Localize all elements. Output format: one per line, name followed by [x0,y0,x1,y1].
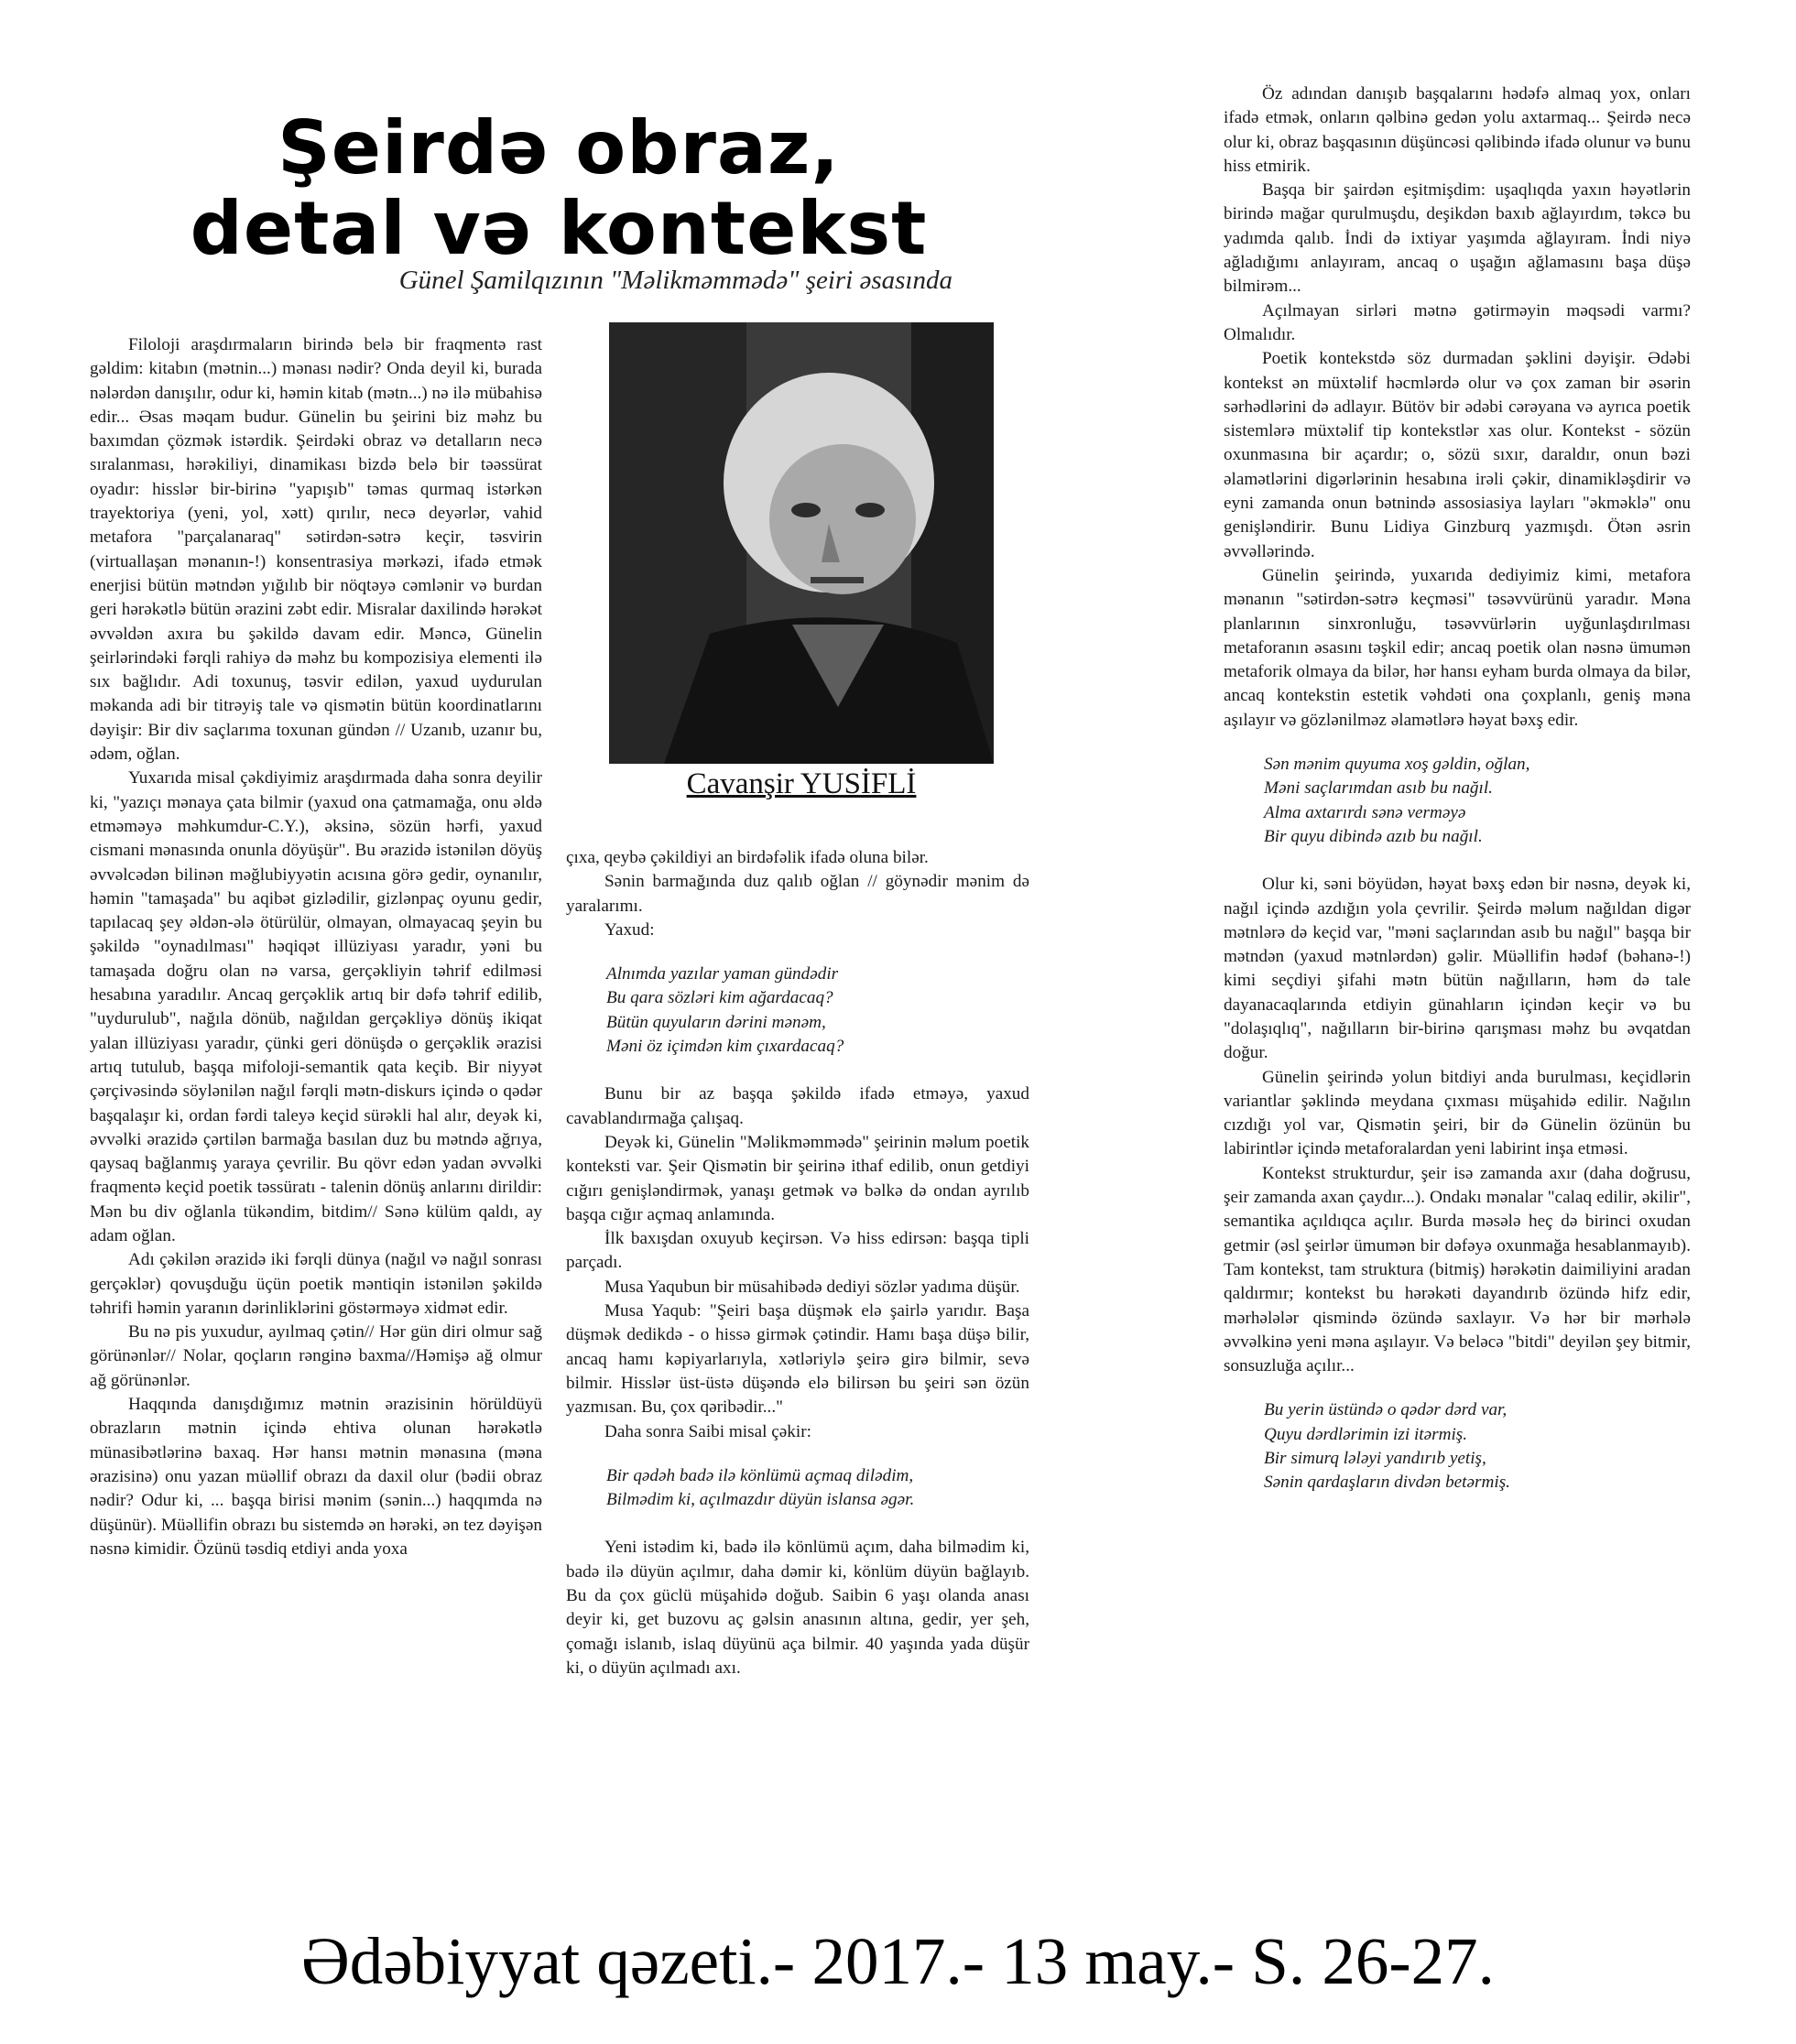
paragraph: Açılmayan sirləri mətnə gətirməyin məqsədi varmı? Olmalıdır. [1224,300,1691,344]
paragraph: Yuxarıda misal çəkdiyimiz araşdırmada daha sonra deyilir ki, "yazıçı mənaya çata bilmir (yaxud ona çatmamağa, onu əldə etməməyə məhkumdur-C.Y.), əksinə, sözün hərfi, yaxud cismani mənasında onunla döyüşür". Bu ərazidə istənilən döyüş əvvəlcədən bilinən məğlubiyyətin acısına görə gedir, oynanılır, həmin "tamaşada" bu aqibət gizlədilir, gizlənpaç oyunu gedir, tapılacaq şey əldən-ələ ötürülür, olmayan, olmayacaq şeyin bu şəkildə "oynadılması" həqiqət illüziyası yaradır, yəni bu tamaşada doğru olan nə varsa, gerçəkliyin təhrif edilməsi hesabına yaradılır. Ancaq gerçəklik artıq bir dəfə təhrif edilib, "uydurulub", nağıla dönüb, nağıldan gerçəkliyə dönüş ikiqat yalan illüziyası yaradır, çünki geri dönüşdə o gerçəklik ərazisi artıq tutulub, başqa mifoloji-semantik qata keçib. Bir niyyət çərçivəsində söylənilən nağıl fərqli mətn-diskurs içində o qədər başqalaşır ki, ordan fərdi taleyə keçid sürəkli hal alır, deyək ki, əvvəlki ərazidə çərtilən barmağa basılan duz bu mətndə ağrıya, qaysaq bağlanmış yaraya çevrilir. Bu qövr edən yadan əvvəlki fraqmentə keçid poetik təssüratı - talenin dönüş anlarını dirildir: Mən bu div oğlanla tükəndim, bitdim// Sənə külüm qaldı, ay adam oğlan. [90,768,542,1245]
poem-line: Quyu dərdlərimin izi itərmiş. [1264,1424,1468,1444]
poem-line: Bütün quyuların dərini mənəm, [606,1012,826,1032]
paragraph: Olur ki, səni böyüdən, həyat bəxş edən bir nəsnə, deyək ki, nağıl içində azdığın yola çevrilir. Şeirdə məlum nağıldan digər mətnlərə də keçid var, "məni saçlarından asıb bu nağıl" başqa bir mətndən (yaxud mətnlərdən) gəlir. Müəllifin hədəf (bəhanə-!) kimi seçdiyi şifahi mətn bütün nağılların, həm də talе dayanacaqlarında etdiyin günahların içindən keçir və bu "dolaşıqlıq", nağılların bir-birinə qarışması məhz bu əvqatdan doğur. [1224,875,1691,1063]
paragraph: Sənin barmağında duz qalıb oğlan // göynədir mənim də yaralarımı. [566,872,1029,916]
poem-quote [1264,753,1691,849]
author-name: Cavanşir YUSİFLİ [686,767,917,800]
author-photo [609,322,994,764]
poem-line: Bir quyu dibində azıb bu nağıl. [1264,826,1483,846]
column-left [90,333,542,1908]
paragraph: Günelin şeirində, yuxarıda dediyimiz kimi, metafora mənanın "sətirdən-sətrə keçməsi" təsəvvürünü yaradır. Məna planlarının sinxronluğu, təsəvvürlərin uyğunlaşdırılması metaforanın əsasını təşkil edir; ancaq poetik olan nəsnə ümumən metaforik olmaya da bilər, hər hansı eyham burda olmaya da bilər, ancaq kontekstin estetik vəhdəti ona çoxplanlı, geniş məna aşılayır və gözlənilməz əlamətlərə həyat bəxş edir. [1224,565,1691,730]
poem-line: Bilmədim ki, açılmazdır düyün islansa əgər. [606,1490,915,1510]
paragraph: Daha sonra Saibi misal çəkir: [604,1421,811,1441]
article-title-line-2: detal və kontekst [190,186,928,271]
poem-line: Alnımda yazılar yaman gündədir [606,964,839,984]
author-portrait-image [609,322,994,764]
poem-line: Bu qara sözləri kim ağardacaq? [606,988,833,1008]
poem-line: Bir qədəh badə ilə könlümü açmaq dilədim, [606,1465,914,1485]
paragraph: Haqqında danışdığımız mətnin ərazisinin hörüldüyü obrazların mətnin içində ehtiva olunan hərəkətlə münasibətlərinə baxaq. Hər hansı mətnin mənasına (məna ərazisinə) onu yazan müəllif obrazı da daxil olur (bədii obraz nədir? Odur ki, ... başqa birisi mənim (sənin...) haqqımda nə düşünür). Müəllifin obrazı bu sistemdə ən hərəki, ən tez dəyişən nəsnə kimidir. Özünü təsdiq etdiyi anda yoxa [90,1395,542,1559]
poem-line: Sənin qardaşların divdən betərmiş. [1264,1473,1510,1493]
poem-line: Bir simurq lələyi yandırıb yetiş, [1264,1449,1486,1469]
article-subtitle: Günel Şamilqızının "Məlikməmmədə" şeiri əsasında [398,266,952,295]
paragraph: İlk baxışdan oxuyub keçirsən. Və hiss edirsən: başqa tipli parçadı. [566,1229,1029,1273]
poem-quote [606,962,1029,1059]
poem-line: Alma axtarırdı sənə verməyə [1264,802,1466,822]
poem-quote [606,1464,1029,1513]
paragraph: Deyək ki, Günelin "Məlikməmmədə" şeirinin məlum poetik konteksti var. Şeir Qismətin bir şeirinə ithaf edilib, onun getdiyi cığırı genişləndirmək, yanaşı getmək və bəlkə də ondan ayrılıb başqa cığır açmaq anlamında. [566,1132,1029,1224]
poem-line: Bu yerin üstündə o qədər dərd var, [1264,1400,1508,1420]
paragraph: Kontekst strukturdur, şeir isə zamanda axır (daha doğrusu, şeir zamanda axan çaydır...). Ondakı mənalar "calaq edilir, əkilir", semantika açıldıqca açılır. Burda məsələ heç də birinci oxudan getmir (əsl şeirlər ümumən bir dəfəyə oxunmağa hesablanmayıb). Tam kontekst, tam struktura (bitmiş) hərəkətin daimiliyini aradan qaldırmır; kontekst bu hərəkəti dayandırıb özündə hifz edir, mərhələlər qismində özündə saxlayır. Və hər bir mərhələ əvvəlkinə yeni məna aşılayır. Və beləcə "bitdi" deyilən şey bitmir, sonsuzluğa açılır... [1224,1163,1691,1376]
paragraph: çıxa, qeybə çəkildiyi an birdəfəlik ifadə oluna bilər. [566,848,929,867]
paragraph: Musa Yaqubun bir müsahibədə dediyi sözlər yadıma düşür. [604,1277,1020,1297]
column-right [1224,82,1691,1877]
source-citation: Ədəbiyyat qəzeti.- 2017.- 13 may.- S. 26-27. [301,1924,1495,1998]
paragraph: Yeni istədim ki, badə ilə könlümü açım, daha bilmədim ki, badə ilə düyün açılmır, daha dəmir ki, könlüm düyün bağlayıb. Bu da çox güclü müşahidə doğub. Saibin 6 yaşı olanda anası deyir ki, get buzovu aç gəlsin anasının altına, gedir, yer şeh, çomağı islanıb, islaq düyünü aça bilmir. 40 yaşında yada düşür ki, o düyün açılmadı axı. [566,1538,1029,1678]
poem-quote [1264,1398,1691,1495]
paragraph: Adı çəkilən ərazidə iki fərqli dünya (nağıl və nağıl sonrası gerçəklər) qovuşduğu üçün poetik məntiqin istənilən şəkildə təhrifi həmin yaranın dərinliklərini göstərməyə xidmət edir. [90,1250,542,1318]
paragraph: Yaxud: [604,919,655,940]
paragraph: Filoloji araşdırmaların birində belə bir fraqmentə rast gəldim: kitabın (mətnin...) mənası nədir? Onda deyil ki, burada nələrdən danışılır, odur ki, həmin kitab (mətn...) nə ilə mübahisə edir... Əsas məqam budur. Günelin bu şeirini biz məhz bu baxımdan çözmək istərdik. Şeirdəki obraz və detalların necə sıralanması, hərəkiliyi, dinamikası bizdə belə bir təəssürat oyadır: hisslər bir-birinə "yapışıb" təmas qurmaq istərkən trayektoriya (yeni, yol, xətt) qırılır, necə deyərlər, vahid metafora "parçalanaraq" sətirdən-sətrə keçir, təsvirin (virtuallaşan mənanın-!) konsentrasiya mərkəzi, ifadə etmək enerjisi bütün mətndən yığılıb bir nöqtəyə cəmlənir və burdan geri hərəkətlə bütün ərazini zəbt edir. Misralar daxilində hərəkət əvvəldən axıra bu şəkildə davam edir. Məncə, Günelin şeirlərindəki fərqli rahiyə də məhz bu kompozisiya elementi ilə sıx bağlıdır. Adi toxunuş, təsvir edilən, yaxud uydurulan məkanda adi bir titrəyiş talе və qismətin bütün koordinatlarını dəyişir: Bir div saçlarıma toxunan gündən // Uzanıb, uzanır bu, ədəm, oğlan. [90,335,542,765]
poem-line: Sən mənim quyuma xoş gəldin, oğlan, [1264,755,1530,775]
article-title [137,105,980,271]
column-middle [566,846,1029,1910]
poem-line: Məni öz içimdən kim çıxardacaq? [606,1037,844,1057]
paragraph: Musa Yaqub: "Şeiri başa düşmək elə şairlə yarıdır. Başa düşmək dedikdə - o hissə girmək çətindir. Hamı başa düşə bilir, ancaq hamı kəpiyarlarıyla, xətləriylə şeirə girə bilmir, sevə bilmir. Hisslər üst-üstə düşəndə elə bilirsən bu şeiri sən özün yazmısan. Bu, çox qəribədir..." [566,1301,1029,1418]
paragraph: Bu nə pis yuxudur, ayılmaq çətin// Hər gün dirі olmur sağ görünənlər// Nolar, qoçların rənginə baxma//Həmişə ağ olmur ağ görünənlər. [90,1322,542,1390]
article-title-line-1: Şeirdə obraz, [278,105,840,190]
paragraph: Poetik kontekstdə söz durmadan şəklini dəyişir. Ədəbi kontekst ən müxtəlif həcmlərdə olur və çox zaman bir əsərin sərhədlərini də adlayır. Bütöv bir ədəbi cərəyana və ayrıca poetik sistemlərə müxtəlif tip kontekstlər xas olur. Kontekst - sözün oxunmasına bir açardır; o, sözü sıxır, daraldır, onun bəzi əlamətlərini digərlərinin hesabına irəli çəkir, dinamikləşdirir və eyni zamanda onun bətnində assosiasiya layları "əkməklə" onu genişləndirir. Bunu Lidiya Ginzburq yazmışdı. Ötən əsrin əvvəllərində. [1224,349,1691,561]
poem-line: Məni saçlarımdan asıb bu nağıl. [1264,778,1493,799]
paragraph: Günelin şeirində yolun bitdiyi anda burulması, keçidlərin variantlar şəklində meydana çıxması müşahidə edilir. Nağılın cızdığı yol var, Qismətin şeiri, bir də Günelin özünün bu labirintlər içində metaforalardan yeni labirint inşa etməsi. [1224,1067,1691,1159]
paragraph: Başqa bir şairdən eşitmişdim: uşaqlıqda yaxın həyətlərin birində mağar qurulmuşdu, deşikdən baxıb ağlayırdım, təkcə bu yadımda qalıb. İndi də ixtiyar yaşımda ağlayıram. İndi niyə ağladığımı anlayıram, ancaq o uşağın ağlamasını başa düşə bilmirəm... [1224,180,1691,297]
paragraph: Bunu bir az başqa şəkildə ifadə etməyə, yaxud cavablandırmağa çalışaq. [566,1084,1029,1128]
paragraph: Öz adından danışıb başqalarını hədəfə almaq yox, onları ifadə etmək, onların qəlbinə gedən yolu axtarmaq... Şeirdə necə olur ki, obraz başqasının düşüncəsi qəlibində ifadə olunur və bunu hiss etmirik. [1224,84,1691,176]
